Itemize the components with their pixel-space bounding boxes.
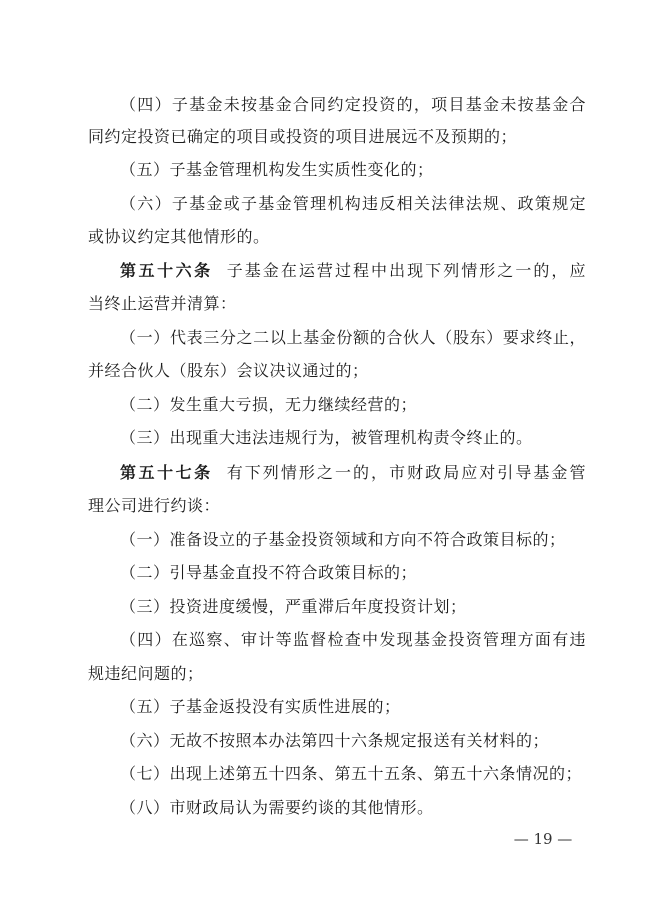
- text-line: 规违纪问题的；: [88, 664, 204, 683]
- text-line: 当终止运营并清算：: [88, 294, 237, 313]
- article-56-text: 子基金在运营过程中出现下列情形之一的，应: [226, 261, 586, 280]
- text-line: （三）出现重大违法违规行为，被管理机构责令终止的。: [120, 428, 533, 447]
- article-57-line: [88, 458, 586, 488]
- text-line: （三）投资进度缓慢，严重滞后年度投资计划；: [120, 597, 467, 616]
- text-line: 或协议约定其他情形的。: [88, 227, 270, 246]
- text-line: 同约定投资已确定的项目或投资的项目进展远不及预期的；: [88, 127, 518, 146]
- text-line: （八）市财政局认为需要约谈的其他情形。: [120, 798, 434, 817]
- article-56-heading: 第五十六条: [120, 261, 213, 280]
- text-line: （六）子基金或子基金管理机构违反相关法律法规、政策规定: [120, 194, 586, 213]
- text-line: （二）引导基金直投不符合政策目标的；: [120, 563, 418, 582]
- text-line: （四）在巡察、审计等监督检查中发现基金投资管理方面有违: [120, 630, 586, 649]
- text-line: （一）代表三分之二以上基金份额的合伙人（股东）要求终止，: [120, 328, 586, 347]
- text-line: （七）出现上述第五十四条、第五十五条、第五十六条情况的；: [120, 764, 583, 783]
- article-56-line: [88, 256, 586, 286]
- text-line: （二）发生重大亏损，无力继续经营的；: [120, 395, 418, 414]
- text-line: 理公司进行约谈：: [88, 496, 221, 515]
- text-line: （六）无故不按照本办法第四十六条规定报送有关材料的；: [120, 731, 550, 750]
- article-57-text: 有下列情形之一的，市财政局应对引导基金管: [226, 463, 586, 482]
- text-line: （一）准备设立的子基金投资领域和方向不符合政策目标的；: [120, 530, 566, 549]
- text-line: （五）子基金返投没有实质性进展的；: [120, 697, 401, 716]
- text-line: （五）子基金管理机构发生实质性变化的；: [120, 160, 434, 179]
- page-number: — 19 —: [513, 830, 573, 848]
- text-line: 并经合伙人（股东）会议决议通过的；: [88, 361, 369, 380]
- text-line: （四）子基金未按基金合同约定投资的，项目基金未按基金合: [120, 95, 586, 114]
- article-57-heading: 第五十七条: [120, 463, 213, 482]
